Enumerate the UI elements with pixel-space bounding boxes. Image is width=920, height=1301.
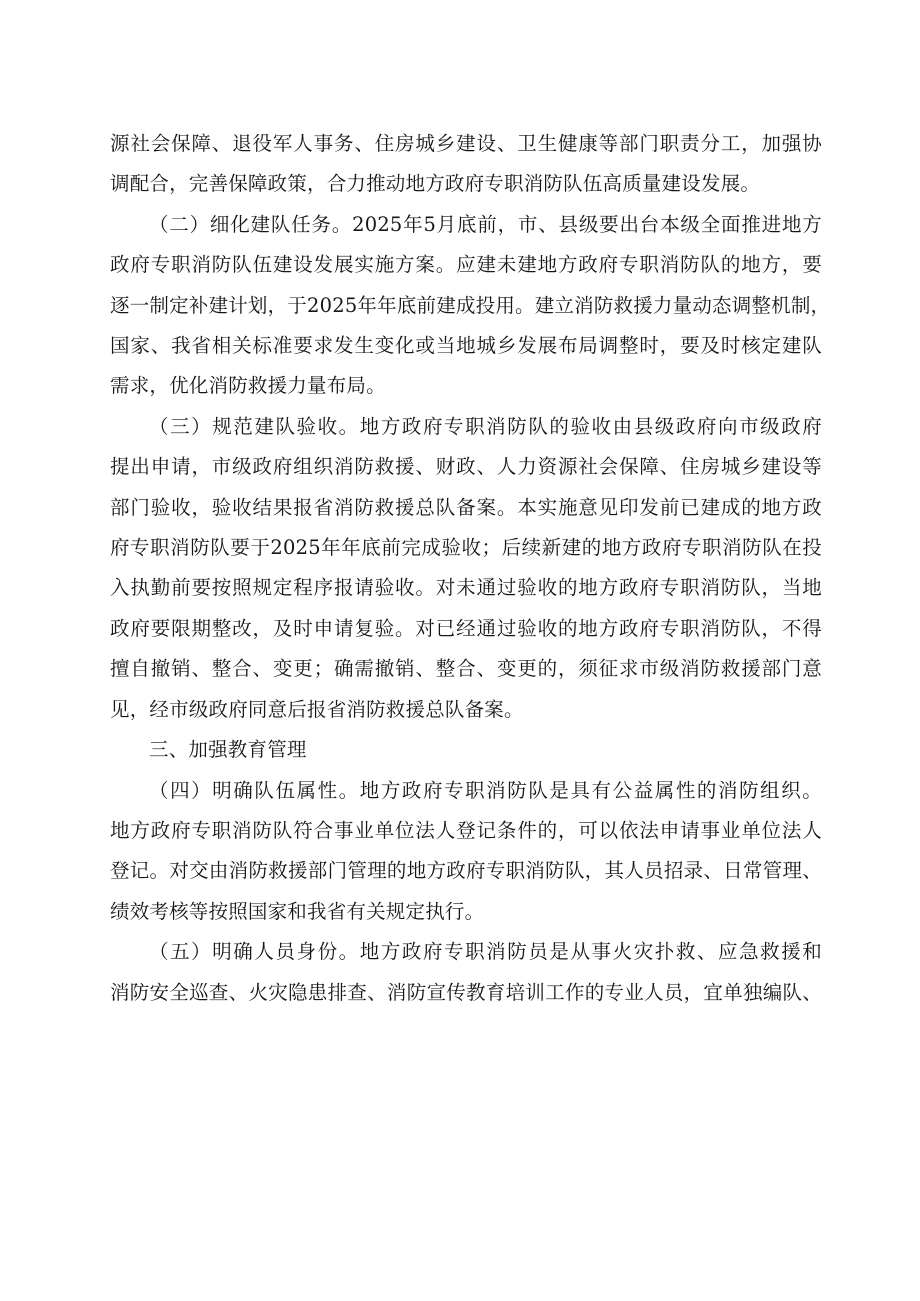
text-line: 提出申请，市级政府组织消防救援、财政、人力资源社会保障、住房城乡建设等 [110, 455, 822, 479]
section-heading [110, 730, 822, 770]
text-line: 政府专职消防队伍建设发展实施方案。应建未建地方政府专职消防队的地方，要 [110, 253, 822, 277]
text-line: 府专职消防队要于2025年年底前完成验收；后续新建的地方政府专职消防队在投 [110, 536, 822, 560]
text-line: 调配合，完善保障政策，合力推动地方政府专职消防队伍高质量建设发展。 [110, 172, 761, 196]
text-line: 逐一制定补建计划，于2025年年底前建成投用。建立消防救援力量动态调整机制， [110, 293, 831, 317]
text-line: 地方政府专职消防队符合事业单位法人登记条件的，可以依法申请事业单位法人 [110, 818, 822, 842]
text-line: 源社会保障、退役军人事务、住房城乡建设、卫生健康等部门职责分工，加强协 [110, 132, 822, 155]
text-line: 见，经市级政府同意后报省消防救援总队备案。 [110, 697, 524, 721]
text-line: （二）细化建队任务。2025年5月底前，市、县级要出台本级全面推进地方 [149, 212, 822, 236]
text-line: （五）明确人员身份。地方政府专职消防员是从事火灾扑救、应急救援和 [149, 940, 822, 964]
heading-text: 三、加强教育管理 [149, 738, 307, 762]
text-line: 擅自撤销、整合、变更；确需撤销、整合、变更的，须征求市级消防救援部门意 [110, 657, 822, 681]
text-line: 入执勤前要按照规定程序报请验收。对未通过验收的地方政府专职消防队，当地 [110, 576, 822, 600]
document-body [110, 124, 831, 1013]
paragraph-refine-tasks [110, 205, 831, 407]
paragraph-personnel-identity [110, 932, 822, 1013]
text-line: 消防安全巡查、火灾隐患排查、消防宣传教育培训工作的专业人员，宜单独编队、 [110, 980, 822, 1004]
text-line: （四）明确队伍属性。地方政府专职消防队是具有公益属性的消防组织。 [149, 778, 822, 802]
paragraph-team-attribute [110, 771, 822, 933]
paragraph-acceptance [110, 407, 822, 730]
paragraph-continuation [110, 124, 822, 205]
text-line: （三）规范建队验收。地方政府专职消防队的验收由县级政府向市级政府 [149, 414, 822, 438]
text-line: 需求，优化消防救援力量布局。 [110, 374, 386, 398]
text-line: 国家、我省相关标准要求发生变化或当地城乡发展布局调整时，要及时核定建队 [110, 334, 822, 358]
text-line: 绩效考核等按照国家和我省有关规定执行。 [110, 899, 485, 923]
text-line: 部门验收，验收结果报省消防救援总队备案。本实施意见印发前已建成的地方政 [110, 495, 822, 519]
text-line: 政府要限期整改，及时申请复验。对已经通过验收的地方政府专职消防队，不得 [110, 616, 822, 640]
text-line: 登记。对交由消防救援部门管理的地方政府专职消防队，其人员招录、日常管理、 [110, 859, 822, 883]
